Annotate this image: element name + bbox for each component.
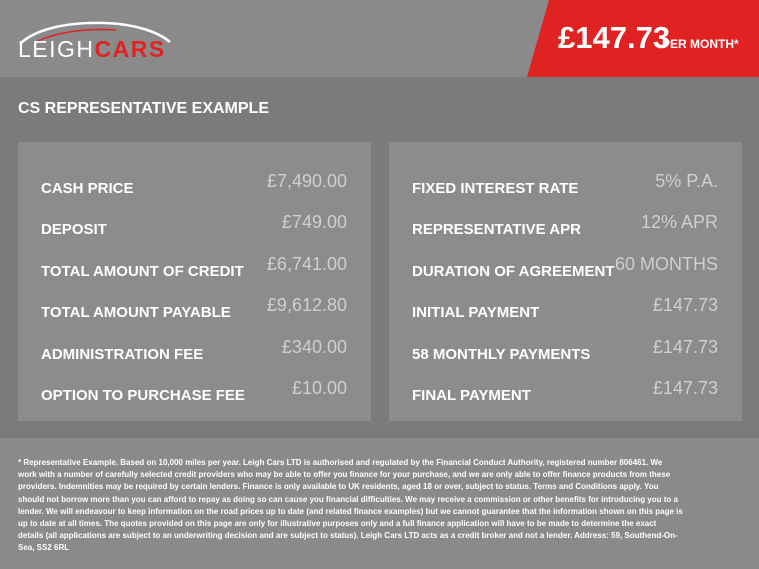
finance-row-option-fee bbox=[18, 378, 371, 407]
finance-panel-left bbox=[18, 142, 371, 421]
finance-row-final-payment bbox=[389, 378, 742, 407]
monthly-price-suffix: PER MONTH* bbox=[662, 37, 739, 51]
finance-panel-right bbox=[389, 142, 742, 421]
row-label: DEPOSIT bbox=[41, 221, 107, 238]
row-label: FINAL PAYMENT bbox=[412, 387, 531, 404]
row-label: OPTION TO PURCHASE FEE bbox=[41, 387, 245, 404]
row-value: £340.00 bbox=[281, 337, 347, 357]
finance-row-duration bbox=[389, 254, 742, 283]
row-value: £6,741.00 bbox=[266, 254, 347, 274]
row-value: £10.00 bbox=[291, 378, 347, 398]
row-value: £7,490.00 bbox=[266, 171, 347, 191]
finance-row-initial-payment bbox=[389, 295, 742, 324]
section-title: CS REPRESENTATIVE EXAMPLE bbox=[18, 100, 269, 117]
row-value: 12% APR bbox=[640, 212, 718, 232]
row-label: DURATION OF AGREEMENT bbox=[412, 263, 615, 280]
row-value: £147.73 bbox=[652, 337, 718, 357]
finance-row-monthly-payments bbox=[389, 337, 742, 366]
row-label: FIXED INTEREST RATE bbox=[412, 180, 579, 197]
finance-row-apr bbox=[389, 212, 742, 241]
row-label: CASH PRICE bbox=[41, 180, 134, 197]
logo-text-leigh: LEIGH bbox=[18, 36, 95, 62]
row-label: ADMINISTRATION FEE bbox=[41, 346, 204, 363]
finance-disclaimer: * Representative Example. Based on 10,000 miles per year. Leigh Cars LTD is authorised and regulated by the Financial Conduct Authority, registered number 806461. We work with a number of carefully selected credit providers who may be able to offer you finance for your purchase, and we are only able to offer finance products from these providers. Indemnities may be required by certain lenders. Finance is only available to UK residents, aged 18 or over, subject to status. Terms and Conditions apply. You should not borrow more than you can afford to repay as doing so can cause you financial difficulties. We may receive a commission or other benefits for introducing you to a lender. We will endeavour to keep information on the road prices up to date (and related finance examples) but we cannot guarantee that the information shown on this page is up to date at all times. The quotes provided on this page are only for illustrative purposes only and a full finance application will have to be made to determine the exact details (all applications are subject to an underwriting decision and are subject to status). Leigh Cars LTD acts as a credit broker and not a lender. Address: 59, Southend-On-Sea, SS2 6RL bbox=[18, 458, 683, 553]
finance-row-admin-fee bbox=[18, 337, 371, 366]
finance-row-interest-rate bbox=[389, 171, 742, 200]
row-value: 5% P.A. bbox=[655, 171, 718, 191]
row-label: INITIAL PAYMENT bbox=[412, 304, 540, 321]
row-label: REPRESENTATIVE APR bbox=[412, 221, 581, 238]
row-label: TOTAL AMOUNT PAYABLE bbox=[41, 304, 231, 321]
row-label: 58 MONTHLY PAYMENTS bbox=[412, 346, 591, 363]
row-label: TOTAL AMOUNT OF CREDIT bbox=[41, 263, 244, 280]
logo-wordmark bbox=[18, 37, 166, 61]
finance-row-total-payable bbox=[18, 295, 371, 324]
row-value: £147.73 bbox=[652, 378, 718, 398]
row-value: £749.00 bbox=[281, 212, 347, 232]
finance-row-total-credit bbox=[18, 254, 371, 283]
finance-row-cash-price bbox=[18, 171, 371, 200]
row-value: £147.73 bbox=[652, 295, 718, 315]
row-value: 60 MONTHS bbox=[614, 254, 718, 274]
finance-row-deposit bbox=[18, 212, 371, 241]
row-value: £9,612.80 bbox=[266, 295, 347, 315]
logo-text-cars: CARS bbox=[94, 36, 166, 62]
monthly-price-amount: £147.73 bbox=[558, 20, 671, 55]
leigh-cars-logo[interactable] bbox=[16, 18, 176, 66]
